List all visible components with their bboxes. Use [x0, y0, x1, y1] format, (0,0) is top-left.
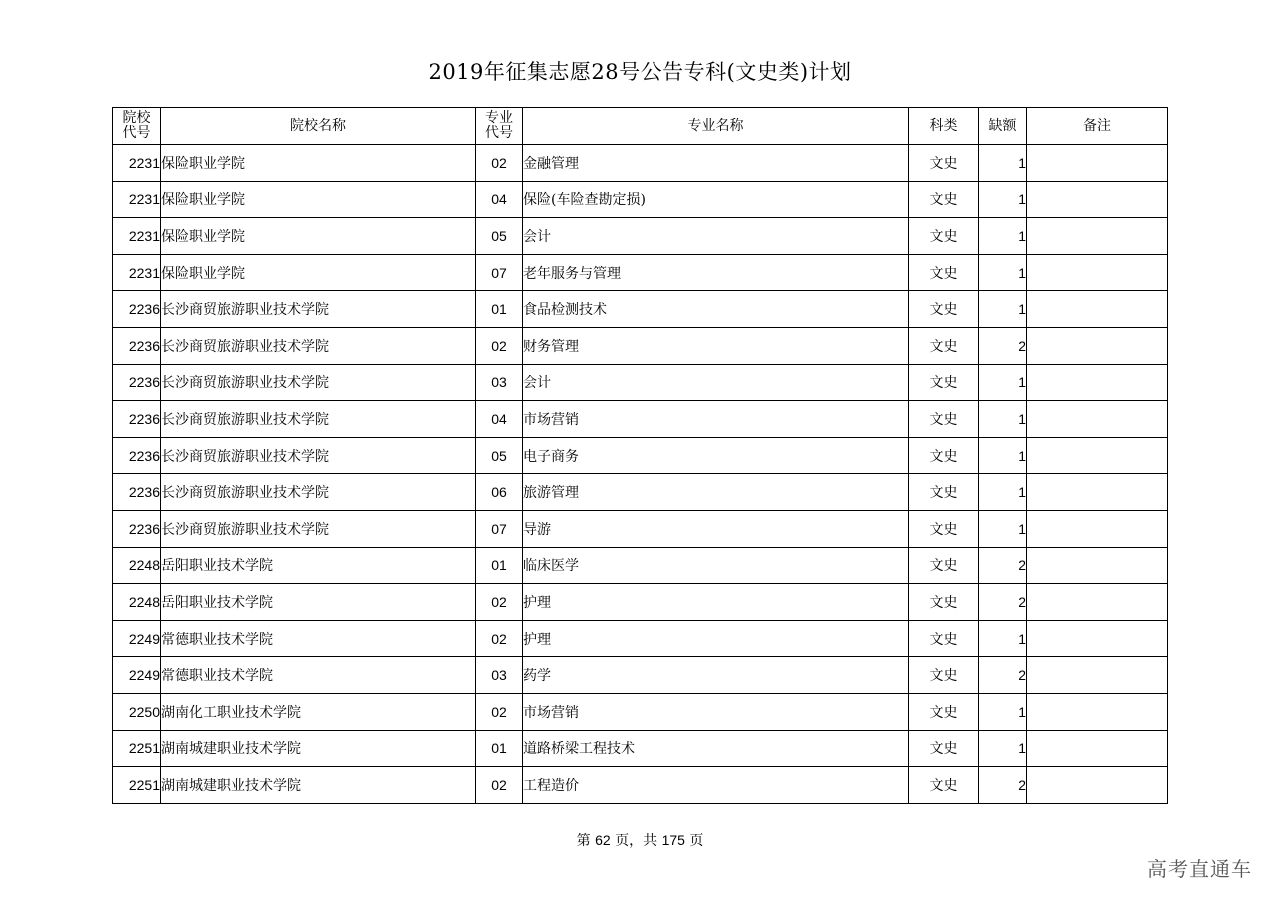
cell-major-name: 金融管理	[523, 145, 909, 182]
cell-vacancy: 1	[979, 364, 1027, 401]
cell-major-code: 02	[476, 767, 523, 804]
cell-major-code: 01	[476, 547, 523, 584]
cell-category: 文史	[909, 657, 979, 694]
cell-remark	[1027, 510, 1168, 547]
cell-school-name: 保险职业学院	[161, 181, 476, 218]
cell-major-code: 02	[476, 584, 523, 621]
cell-remark	[1027, 693, 1168, 730]
cell-major-code: 01	[476, 291, 523, 328]
cell-major-name: 临床医学	[523, 547, 909, 584]
header-major-code: 专业代号	[476, 108, 523, 145]
cell-remark	[1027, 327, 1168, 364]
cell-school-code: 2236	[113, 510, 161, 547]
cell-vacancy: 1	[979, 693, 1027, 730]
cell-school-name: 岳阳职业技术学院	[161, 584, 476, 621]
cell-major-name: 保险(车险查勘定损)	[523, 181, 909, 218]
cell-category: 文史	[909, 547, 979, 584]
cell-school-name: 保险职业学院	[161, 145, 476, 182]
cell-major-name: 道路桥梁工程技术	[523, 730, 909, 767]
cell-major-name: 会计	[523, 218, 909, 255]
table-row	[113, 291, 1168, 328]
cell-major-name: 导游	[523, 510, 909, 547]
table-row	[113, 767, 1168, 804]
table-row	[113, 730, 1168, 767]
cell-school-name: 湖南城建职业技术学院	[161, 730, 476, 767]
cell-major-code: 02	[476, 145, 523, 182]
cell-school-name: 长沙商贸旅游职业技术学院	[161, 364, 476, 401]
cell-vacancy: 2	[979, 547, 1027, 584]
cell-vacancy: 1	[979, 291, 1027, 328]
cell-major-code: 04	[476, 401, 523, 438]
cell-category: 文史	[909, 145, 979, 182]
cell-vacancy: 2	[979, 584, 1027, 621]
cell-vacancy: 2	[979, 657, 1027, 694]
cell-school-code: 2248	[113, 547, 161, 584]
cell-school-name: 保险职业学院	[161, 254, 476, 291]
cell-category: 文史	[909, 437, 979, 474]
cell-school-code: 2236	[113, 437, 161, 474]
cell-remark	[1027, 730, 1168, 767]
cell-major-name: 旅游管理	[523, 474, 909, 511]
cell-category: 文史	[909, 584, 979, 621]
table-row	[113, 218, 1168, 255]
cell-category: 文史	[909, 327, 979, 364]
cell-school-code: 2251	[113, 767, 161, 804]
cell-major-name: 市场营销	[523, 693, 909, 730]
footer-suffix: 页	[689, 833, 704, 849]
cell-school-name: 湖南化工职业技术学院	[161, 693, 476, 730]
table-row	[113, 327, 1168, 364]
cell-category: 文史	[909, 693, 979, 730]
cell-remark	[1027, 145, 1168, 182]
cell-vacancy: 1	[979, 401, 1027, 438]
cell-remark	[1027, 584, 1168, 621]
cell-category: 文史	[909, 364, 979, 401]
cell-vacancy: 1	[979, 218, 1027, 255]
cell-remark	[1027, 437, 1168, 474]
cell-school-name: 常德职业技术学院	[161, 657, 476, 694]
cell-major-name: 会计	[523, 364, 909, 401]
page-title: 2019年征集志愿28号公告专科(文史类)计划	[428, 60, 852, 84]
cell-major-code: 03	[476, 364, 523, 401]
table-row	[113, 474, 1168, 511]
page-footer	[0, 830, 1280, 850]
cell-major-code: 03	[476, 657, 523, 694]
cell-major-name: 护理	[523, 584, 909, 621]
cell-school-code: 2236	[113, 474, 161, 511]
cell-category: 文史	[909, 291, 979, 328]
cell-category: 文史	[909, 620, 979, 657]
cell-school-name: 长沙商贸旅游职业技术学院	[161, 474, 476, 511]
cell-vacancy: 2	[979, 327, 1027, 364]
cell-school-name: 湖南城建职业技术学院	[161, 767, 476, 804]
cell-major-code: 06	[476, 474, 523, 511]
table-row	[113, 437, 1168, 474]
header-school-code: 院校代号	[113, 108, 161, 145]
cell-category: 文史	[909, 767, 979, 804]
footer-mid: 页，共	[615, 833, 658, 849]
cell-major-code: 02	[476, 620, 523, 657]
cell-category: 文史	[909, 474, 979, 511]
footer-prefix: 第	[576, 833, 591, 849]
cell-vacancy: 1	[979, 620, 1027, 657]
table-row	[113, 584, 1168, 621]
cell-school-name: 长沙商贸旅游职业技术学院	[161, 327, 476, 364]
cell-vacancy: 1	[979, 437, 1027, 474]
cell-major-name: 市场营销	[523, 401, 909, 438]
cell-vacancy: 1	[979, 145, 1027, 182]
cell-school-code: 2231	[113, 218, 161, 255]
cell-school-name: 长沙商贸旅游职业技术学院	[161, 291, 476, 328]
cell-category: 文史	[909, 254, 979, 291]
cell-major-code: 02	[476, 327, 523, 364]
cell-remark	[1027, 657, 1168, 694]
cell-school-name: 常德职业技术学院	[161, 620, 476, 657]
cell-school-code: 2251	[113, 730, 161, 767]
cell-remark	[1027, 767, 1168, 804]
table-row	[113, 401, 1168, 438]
cell-major-name: 电子商务	[523, 437, 909, 474]
cell-major-name: 财务管理	[523, 327, 909, 364]
cell-remark	[1027, 218, 1168, 255]
header-remark: 备注	[1027, 108, 1168, 145]
cell-category: 文史	[909, 181, 979, 218]
cell-school-code: 2250	[113, 693, 161, 730]
table-row	[113, 145, 1168, 182]
cell-major-code: 07	[476, 510, 523, 547]
cell-remark	[1027, 474, 1168, 511]
cell-category: 文史	[909, 401, 979, 438]
table-row	[113, 510, 1168, 547]
header-major-name: 专业名称	[523, 108, 909, 145]
cell-school-code: 2231	[113, 181, 161, 218]
cell-major-code: 04	[476, 181, 523, 218]
cell-major-name: 药学	[523, 657, 909, 694]
header-vacancy: 缺额	[979, 108, 1027, 145]
cell-remark	[1027, 620, 1168, 657]
cell-remark	[1027, 364, 1168, 401]
table-row	[113, 364, 1168, 401]
cell-vacancy: 1	[979, 510, 1027, 547]
cell-remark	[1027, 547, 1168, 584]
cell-school-code: 2231	[113, 254, 161, 291]
cell-school-name: 长沙商贸旅游职业技术学院	[161, 437, 476, 474]
table-header-row	[113, 108, 1168, 145]
cell-major-name: 工程造价	[523, 767, 909, 804]
cell-school-name: 岳阳职业技术学院	[161, 547, 476, 584]
cell-remark	[1027, 291, 1168, 328]
cell-remark	[1027, 254, 1168, 291]
cell-school-code: 2231	[113, 145, 161, 182]
cell-school-code: 2236	[113, 364, 161, 401]
header-school-name: 院校名称	[161, 108, 476, 145]
cell-major-code: 05	[476, 218, 523, 255]
cell-category: 文史	[909, 218, 979, 255]
cell-major-code: 02	[476, 693, 523, 730]
table-row	[113, 254, 1168, 291]
cell-school-code: 2236	[113, 401, 161, 438]
cell-category: 文史	[909, 730, 979, 767]
cell-school-name: 长沙商贸旅游职业技术学院	[161, 401, 476, 438]
cell-vacancy: 1	[979, 181, 1027, 218]
cell-major-name: 老年服务与管理	[523, 254, 909, 291]
table-row	[113, 547, 1168, 584]
cell-school-name: 长沙商贸旅游职业技术学院	[161, 510, 476, 547]
cell-vacancy: 1	[979, 474, 1027, 511]
cell-category: 文史	[909, 510, 979, 547]
cell-major-code: 05	[476, 437, 523, 474]
footer-page-number: 62	[595, 832, 611, 848]
cell-vacancy: 2	[979, 767, 1027, 804]
cell-school-code: 2236	[113, 327, 161, 364]
cell-school-code: 2249	[113, 620, 161, 657]
cell-major-name: 护理	[523, 620, 909, 657]
header-category: 科类	[909, 108, 979, 145]
footer-total-pages: 175	[661, 832, 685, 848]
cell-remark	[1027, 401, 1168, 438]
cell-remark	[1027, 181, 1168, 218]
cell-school-name: 保险职业学院	[161, 218, 476, 255]
watermark-logo: 高考直通车	[1147, 857, 1252, 881]
table-row	[113, 620, 1168, 657]
table-row	[113, 181, 1168, 218]
cell-school-code: 2249	[113, 657, 161, 694]
cell-major-code: 07	[476, 254, 523, 291]
cell-vacancy: 1	[979, 254, 1027, 291]
cell-vacancy: 1	[979, 730, 1027, 767]
plan-table	[112, 107, 1168, 804]
cell-school-code: 2236	[113, 291, 161, 328]
table-row	[113, 693, 1168, 730]
cell-major-name: 食品检测技术	[523, 291, 909, 328]
cell-major-code: 01	[476, 730, 523, 767]
cell-school-code: 2248	[113, 584, 161, 621]
table-row	[113, 657, 1168, 694]
